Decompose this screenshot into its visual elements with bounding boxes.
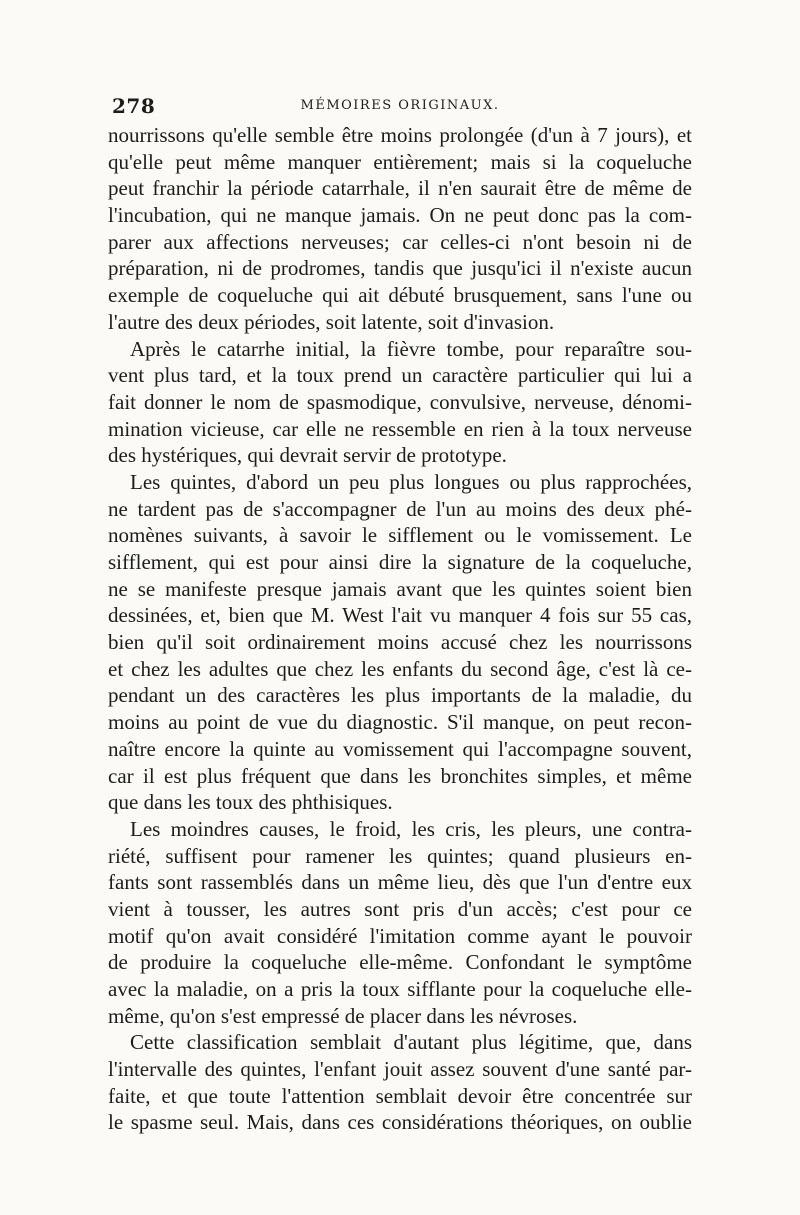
running-title: MÉMOIRES ORIGINAUX.: [300, 98, 500, 113]
text-line: et chez les adultes que chez les enfants du second âge, c'est là ce-: [108, 656, 692, 681]
paragraph: [108, 336, 692, 469]
text-line: bien qu'il soit ordinairement moins accusé chez les nourrissons: [108, 630, 692, 655]
text-line: avec la maladie, on a pris la toux sifflante pour la coqueluche elle-: [108, 977, 692, 1001]
text-line: nourrissons qu'elle semble être moins prolongée (d'un à 7 jours), et: [108, 123, 692, 147]
text-line: nomènes suivants, à savoir le sifflement ou le vomissement. Le: [108, 523, 692, 548]
text-line: des hystériques, qui devrait servir de prototype.: [108, 443, 507, 468]
body-text: [108, 122, 692, 1136]
text-line: vient à tousser, les autres sont pris d'un accès; c'est pour ce: [108, 896, 692, 921]
text-line: qu'elle peut même manquer entièrement; mais si la coqueluche: [108, 149, 692, 174]
text-line: faite, et que toute l'attention semblait devoir être concentrée sur: [108, 1083, 692, 1108]
text-line: parer aux affections nerveuses; car celles-ci n'ont besoin ni de: [108, 229, 692, 254]
text-line: préparation, ni de prodromes, tandis que jusqu'ici il n'existe aucun: [108, 256, 692, 281]
text-line: mination vicieuse, car elle ne ressemble en rien à la toux nerveuse: [108, 416, 692, 441]
text-line: même, qu'on s'est empressé de placer dans les névroses.: [108, 1003, 578, 1028]
paragraph: [108, 1029, 692, 1136]
running-head: [108, 90, 692, 120]
text-line: Après le catarrhe initial, la fièvre tombe, pour reparaître sou-: [130, 336, 692, 361]
text-line: naître encore la quinte au vomissement qui l'accompagne souvent,: [108, 736, 692, 761]
book-page: [108, 90, 692, 1136]
text-line: l'incubation, qui ne manque jamais. On ne peut donc pas la com-: [108, 203, 692, 228]
text-line: peut franchir la période catarrhale, il n'en saurait être de même de: [108, 176, 692, 201]
text-line: l'intervalle des quintes, l'enfant jouit assez souvent d'une santé par-: [108, 1057, 692, 1082]
paragraph: [108, 816, 692, 1030]
text-line: le spasme seul. Mais, dans ces considérations théoriques, on oublie: [108, 1110, 692, 1135]
text-line: de produire la coqueluche elle-même. Confondant le symptôme: [108, 950, 692, 975]
text-line: l'autre des deux périodes, soit latente, soit d'invasion.: [108, 309, 555, 334]
text-line: riété, suffisent pour ramener les quintes; quand plusieurs en-: [108, 843, 692, 868]
text-line: vent plus tard, et la toux prend un caractère particulier qui lui a: [108, 363, 692, 388]
text-line: Les quintes, d'abord un peu plus longues ou plus rapprochées,: [130, 469, 692, 494]
text-line: Cette classification semblait d'autant plus légitime, que, dans: [130, 1030, 692, 1055]
text-line: que dans les toux des phthisiques.: [108, 790, 393, 815]
text-line: car il est plus fréquent que dans les bronchites simples, et même: [108, 763, 692, 788]
text-line: exemple de coqueluche qui ait débuté brusquement, sans l'une ou: [108, 283, 692, 308]
text-line: moins au point de vue du diagnostic. S'il manque, on peut recon-: [108, 710, 692, 735]
text-line: sifflement, qui est pour ainsi dire la signature de la coqueluche,: [108, 550, 692, 574]
text-line: ne se manifeste presque jamais avant que les quintes soient bien: [108, 576, 692, 601]
text-line: dessinées, et, bien que M. West l'ait vu manquer 4 fois sur 55 cas,: [108, 603, 692, 628]
text-line: motif qu'on avait considéré l'imitation comme ayant le pouvoir: [108, 923, 692, 948]
paragraph: [108, 469, 692, 816]
page-number: 278: [112, 94, 156, 118]
paragraph: [108, 122, 692, 336]
text-line: ne tardent pas de s'accompagner de l'un au moins des deux phé-: [108, 496, 692, 521]
text-line: fait donner le nom de spasmodique, convulsive, nerveuse, dénomi-: [108, 389, 692, 414]
text-line: Les moindres causes, le froid, les cris, les pleurs, une contra-: [130, 816, 692, 841]
text-line: pendant un des caractères les plus importants de la maladie, du: [108, 683, 692, 708]
text-line: fants sont rassemblés dans un même lieu, dès que l'un d'entre eux: [108, 870, 692, 895]
